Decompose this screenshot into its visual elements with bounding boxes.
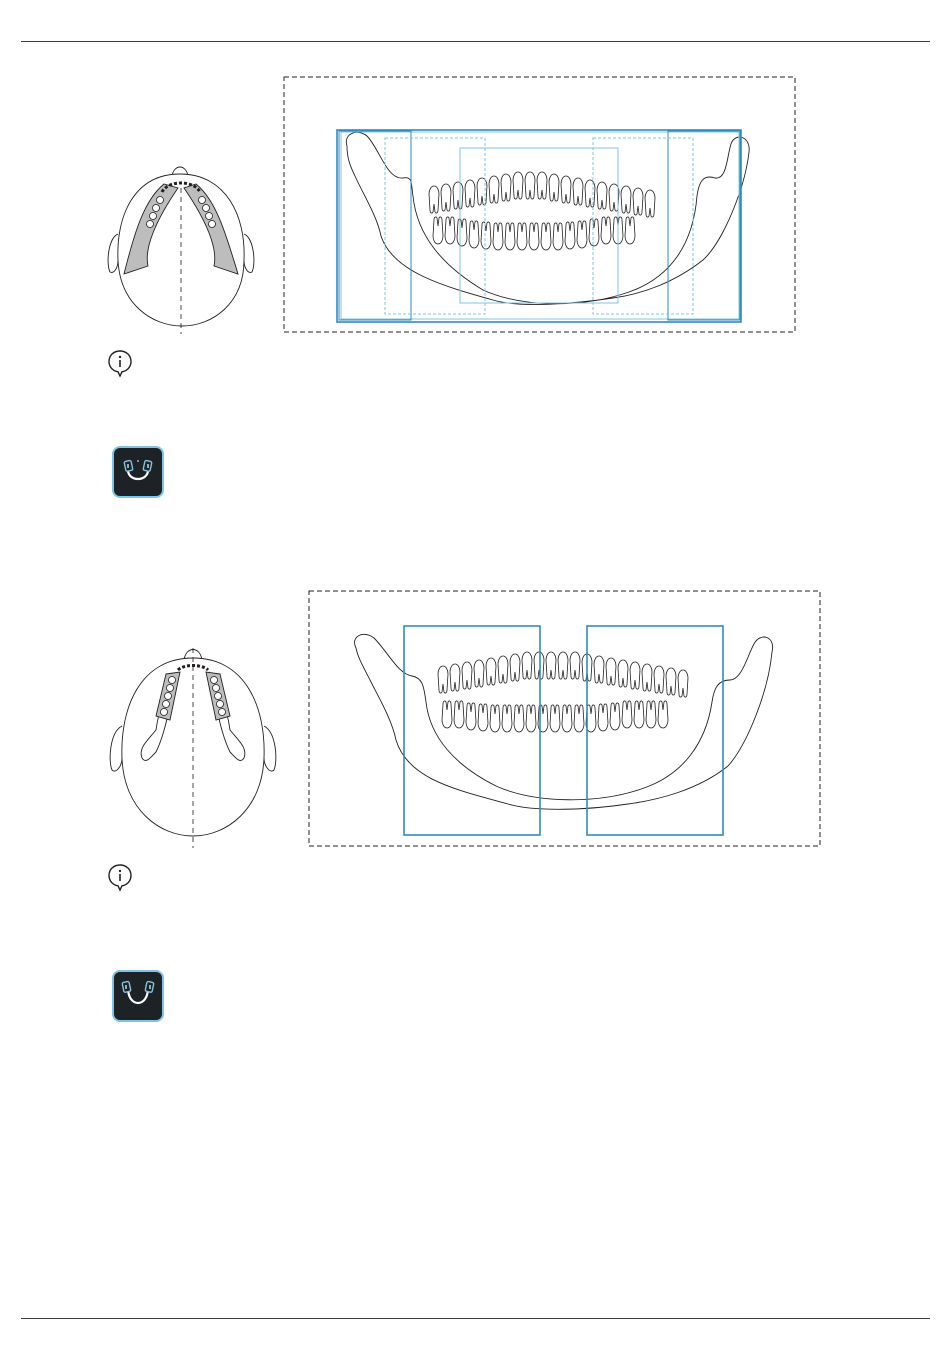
head-top-view-diagram-2 [104,640,284,850]
head-top-view-diagram-1 [104,156,260,336]
info-icon [107,863,133,893]
bitewing-program-icon [114,448,162,496]
panoramic-diagram-1 [283,76,796,333]
panoramic-diagram-2 [308,590,821,847]
panoramic-program-icon-2 [114,972,162,1020]
header-rule [21,41,930,42]
segments-program-icon [114,972,162,1020]
panoramic-program-icon-1 [114,448,162,496]
footer-rule [21,1318,930,1319]
info-icon [107,349,133,379]
